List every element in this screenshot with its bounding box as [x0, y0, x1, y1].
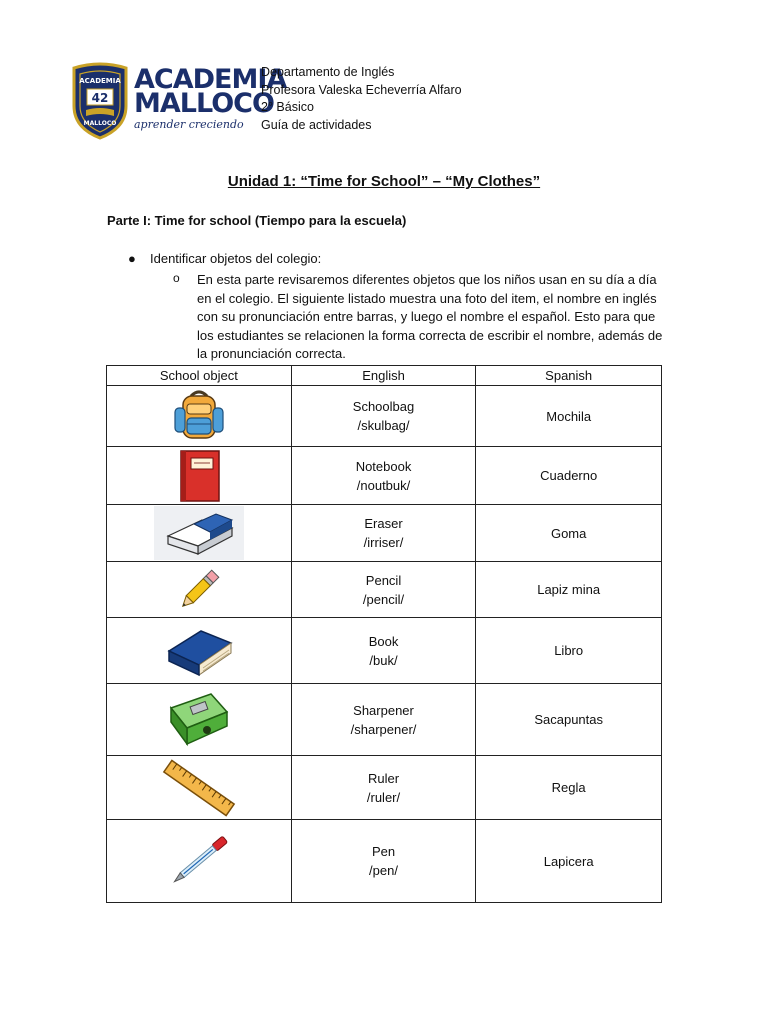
guide-line: Guía de actividades: [261, 117, 372, 132]
school-objects-table: [106, 365, 662, 903]
object-image-cell: [107, 505, 292, 562]
logo-tagline: aprender creciendo: [134, 118, 244, 131]
object-image-cell: [107, 386, 292, 447]
shield-number: 42: [91, 91, 109, 105]
spanish-cell: Cuaderno: [476, 447, 662, 505]
shield-top-text: ACADEMIA: [79, 77, 121, 85]
table-row: [107, 756, 662, 820]
book-icon: [163, 621, 235, 681]
eraser-icon: [154, 506, 244, 560]
english-word: Schoolbag: [352, 399, 415, 414]
department-info: [261, 64, 462, 134]
header-english: English: [291, 366, 476, 386]
english-word: Sharpener: [353, 702, 414, 718]
english-word: Ruler: [367, 770, 400, 786]
table-row: [107, 505, 662, 562]
header-school-object: School object: [107, 366, 292, 386]
table-row: [107, 618, 662, 684]
pronunciation: /noutbuk/: [356, 477, 411, 493]
department-line: Departamento de Inglés: [261, 65, 395, 79]
shield-icon: [70, 62, 130, 140]
spanish-cell: Lapicera: [476, 820, 662, 903]
bullet-item: [128, 251, 321, 266]
object-image-cell: [107, 820, 292, 903]
pencil-icon: [172, 563, 226, 617]
english-word: Pen: [371, 844, 396, 859]
bullet-text: Identificar objetos del colegio:: [150, 251, 322, 266]
english-word: Eraser: [364, 516, 403, 531]
schoolbag-icon: [169, 388, 229, 444]
object-image-cell: [107, 562, 292, 618]
table-row: [107, 447, 662, 505]
sub-bullet-text: En esta parte revisaremos diferentes objetos que los niños usan en su día a día en el colegio. El siguiente listado muestra una foto del item, el nombre en inglés con su pronunciación entre barras, y luego el nombre el español. Esto para que los estudiantes se relacionen la forma correcta de escribir el nombre, además de la pronunciación correcta.: [197, 272, 663, 362]
english-cell: [291, 618, 476, 684]
english-cell: [291, 562, 476, 618]
english-word: Notebook: [355, 458, 412, 474]
spanish-cell: Goma: [476, 505, 662, 562]
object-image-cell: [107, 756, 292, 820]
notebook-icon: [171, 448, 227, 504]
circle-bullet-icon: o: [173, 271, 180, 285]
spanish-cell: Libro: [476, 618, 662, 684]
logo-name-line1: ACADEMIA: [134, 64, 287, 95]
sharpener-icon: [165, 688, 233, 752]
bullet-dot-icon: ●: [128, 251, 136, 266]
pronunciation: /skulbag/: [357, 418, 410, 433]
pronunciation: /buk/: [369, 652, 398, 668]
grade-line: 2° Básico: [261, 100, 314, 114]
english-cell: [291, 505, 476, 562]
spanish-cell: Regla: [476, 756, 662, 820]
table-row: [107, 562, 662, 618]
english-cell: [291, 447, 476, 505]
header-spanish: Spanish: [476, 366, 662, 386]
ruler-icon: [159, 757, 239, 819]
spanish-cell: Mochila: [476, 386, 662, 447]
pen-icon: [159, 823, 239, 899]
pronunciation: /irriser/: [363, 535, 404, 550]
shield-bottom-text: MALLOCO: [83, 120, 117, 127]
english-cell: [291, 386, 476, 447]
table-row: [107, 386, 662, 447]
pronunciation: /pencil/: [362, 591, 405, 607]
pronunciation: /pen/: [369, 863, 398, 878]
part-title: Parte I: Time for school (Tiempo para la escuela): [107, 213, 407, 228]
object-image-cell: [107, 684, 292, 756]
table-row: [107, 684, 662, 756]
table-header-row: [107, 366, 662, 386]
pronunciation: /ruler/: [366, 789, 401, 805]
teacher-line: Profesora Valeska Echeverría Alfaro: [261, 82, 462, 97]
english-cell: [291, 756, 476, 820]
english-cell: [291, 820, 476, 903]
pronunciation: /sharpener/: [350, 721, 417, 737]
logo-name-line2: MALLOCO: [134, 88, 274, 119]
object-image-cell: [107, 447, 292, 505]
unit-title: Unidad 1: “Time for School” – “My Clothes”: [227, 173, 541, 190]
object-image-cell: [107, 618, 292, 684]
english-cell: [291, 684, 476, 756]
spanish-cell: Lapiz mina: [476, 562, 662, 618]
spanish-cell: Sacapuntas: [476, 684, 662, 756]
school-logo: [70, 62, 287, 142]
table-row: [107, 820, 662, 903]
english-word: Book: [368, 633, 399, 649]
english-word: Pencil: [365, 572, 402, 588]
